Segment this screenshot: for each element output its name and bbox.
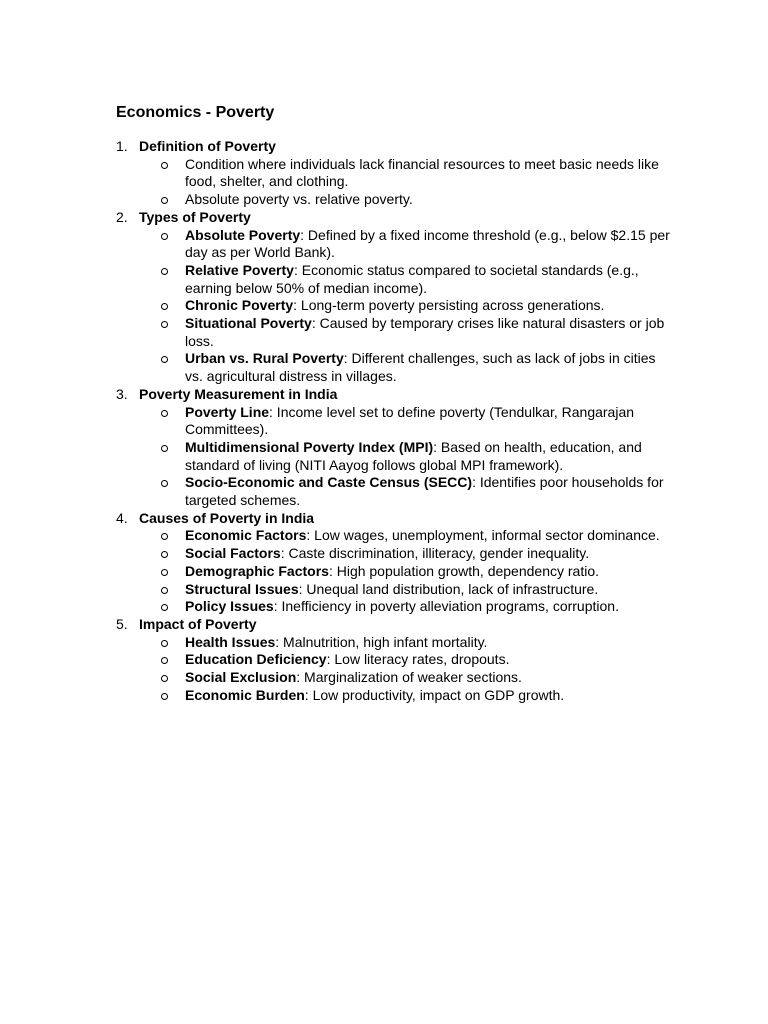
bullet-list <box>139 227 676 386</box>
hollow-circle-bullet-icon <box>161 268 168 275</box>
hollow-circle-bullet-icon <box>161 675 168 682</box>
hollow-circle-bullet-icon <box>161 587 168 594</box>
item-term: Multidimensional Poverty Index (MPI) <box>185 438 434 455</box>
item-text: : Identifies poor households for targeted schemes. <box>185 474 664 509</box>
item-text: : Based on health, education, and standard of living (NITI Aayog follows global MPI framework). <box>185 438 642 473</box>
section-heading: Poverty Measurement in India <box>139 385 338 402</box>
item-term: Policy Issues <box>185 598 274 615</box>
section-number: 4. <box>116 509 128 526</box>
bullet-list <box>139 404 676 510</box>
hollow-circle-bullet-icon <box>161 162 168 169</box>
item-text: : Caused by temporary crises like natural disasters or job loss. <box>185 315 665 349</box>
item-text: : Defined by a fixed income threshold (e.g., below $2.15 per day as per World Bank). <box>185 226 670 261</box>
item-term: Social Factors <box>185 545 281 562</box>
hollow-circle-bullet-icon <box>161 445 168 452</box>
item-text: : Income level set to define poverty (Tendulkar, Rangarajan Committees). <box>185 403 635 438</box>
item-term: Structural Issues <box>185 580 299 597</box>
section-heading: Types of Poverty <box>139 208 251 225</box>
item-term: Situational Poverty <box>185 315 312 332</box>
item-text: : Unequal land distribution, lack of infrastructure. <box>298 580 599 597</box>
item-term: Urban vs. Rural Poverty <box>185 350 344 367</box>
item-term: Economic Factors <box>185 527 307 544</box>
section-item <box>116 386 676 510</box>
list-item <box>139 262 676 297</box>
item-text: Condition where individuals lack financial resources to meet basic needs like food, shelter, and clothing. <box>185 155 659 190</box>
item-term: Absolute Poverty <box>185 226 301 243</box>
list-item <box>139 563 676 581</box>
list-item <box>139 350 676 385</box>
hollow-circle-bullet-icon <box>161 604 168 611</box>
section-list <box>116 138 676 705</box>
list-item <box>139 545 676 563</box>
item-text: Absolute poverty vs. relative poverty. <box>185 191 413 208</box>
list-item <box>139 297 676 315</box>
hollow-circle-bullet-icon <box>161 233 168 240</box>
bullet-list <box>139 634 676 705</box>
hollow-circle-bullet-icon <box>161 303 168 310</box>
hollow-circle-bullet-icon <box>161 551 168 558</box>
list-item <box>139 634 676 652</box>
list-item <box>139 651 676 669</box>
list-item <box>139 581 676 599</box>
hollow-circle-bullet-icon <box>161 657 168 664</box>
hollow-circle-bullet-icon <box>161 480 168 487</box>
hollow-circle-bullet-icon <box>161 356 168 363</box>
list-item <box>139 474 676 509</box>
item-term: Socio-Economic and Caste Census (SECC) <box>185 474 473 491</box>
item-text: : Malnutrition, high infant mortality. <box>275 633 488 650</box>
section-item <box>116 209 676 386</box>
hollow-circle-bullet-icon <box>161 640 168 647</box>
item-text: : Long-term poverty persisting across generations. <box>293 297 605 314</box>
item-term: Poverty Line <box>185 403 270 420</box>
list-item <box>139 191 676 209</box>
item-text: : Economic status compared to societal standards (e.g., earning below 50% of median income). <box>185 261 639 296</box>
item-text: : Low literacy rates, dropouts. <box>326 651 510 668</box>
list-item <box>139 404 676 439</box>
section-heading: Definition of Poverty <box>139 138 276 154</box>
item-text: : Inefficiency in poverty alleviation programs, corruption. <box>273 598 619 615</box>
section-number: 2. <box>116 208 128 225</box>
list-item <box>139 669 676 687</box>
item-term: Social Exclusion <box>185 669 297 686</box>
item-term: Education Deficiency <box>185 651 327 668</box>
item-term: Demographic Factors <box>185 562 329 579</box>
list-item <box>139 527 676 545</box>
list-item <box>139 156 676 191</box>
section-item <box>116 510 676 616</box>
section-heading: Impact of Poverty <box>139 615 257 632</box>
document-title: Economics - Poverty <box>116 104 275 121</box>
bullet-list <box>139 527 676 616</box>
hollow-circle-bullet-icon <box>161 197 168 204</box>
item-text: : High population growth, dependency ratio. <box>328 562 600 579</box>
list-item <box>139 227 676 262</box>
hollow-circle-bullet-icon <box>161 693 168 700</box>
section-item <box>116 616 676 705</box>
list-item <box>139 598 676 616</box>
item-term: Relative Poverty <box>185 261 294 278</box>
list-item <box>139 315 676 350</box>
section-number: 5. <box>116 615 128 632</box>
hollow-circle-bullet-icon <box>161 569 168 576</box>
list-item <box>139 439 676 474</box>
item-term: Economic Burden <box>185 686 305 703</box>
item-text: : Caste discrimination, illiteracy, gender inequality. <box>280 545 590 562</box>
hollow-circle-bullet-icon <box>161 410 168 417</box>
hollow-circle-bullet-icon <box>161 533 168 540</box>
item-term: Health Issues <box>185 633 276 650</box>
item-term: Chronic Poverty <box>185 297 294 314</box>
item-text: : Different challenges, such as lack of jobs in cities vs. agricultural distress in villages. <box>185 350 656 385</box>
section-item <box>116 138 676 209</box>
list-item <box>139 687 676 705</box>
hollow-circle-bullet-icon <box>161 321 168 328</box>
section-heading: Causes of Poverty in India <box>139 509 315 526</box>
item-text: : Marginalization of weaker sections. <box>296 669 522 686</box>
section-number: 3. <box>116 385 128 402</box>
item-text: : Low wages, unemployment, informal sector dominance. <box>306 527 660 544</box>
bullet-list <box>139 156 676 209</box>
section-number: 1. <box>116 138 128 154</box>
item-text: : Low productivity, impact on GDP growth. <box>304 686 565 703</box>
